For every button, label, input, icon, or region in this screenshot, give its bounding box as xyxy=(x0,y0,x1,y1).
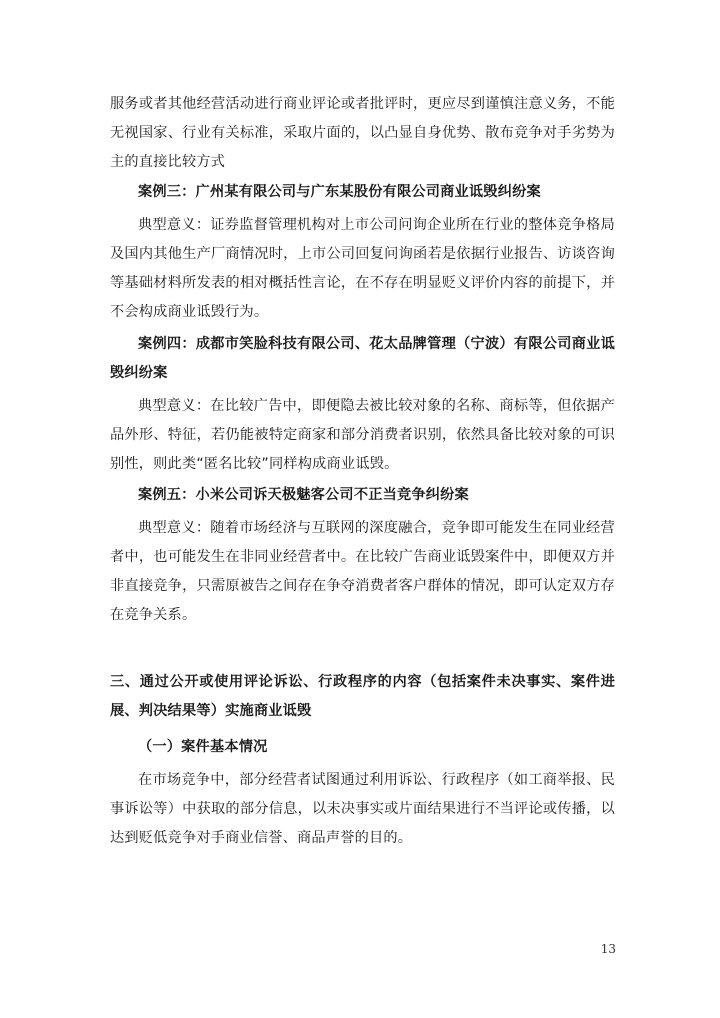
page-number: 13 xyxy=(600,942,616,956)
case-three-significance: 典型意义：证券监督管理机构对上市公司问询企业所在行业的整体竞争格局及国内其他生产厂商情况时，上市公司回复问询函若是依据行业报告、访谈咨询等基础材料所发表的相对概括性言论，在不存在明显贬义评价内容的前提下，并不会构成商业诋毁行为。 xyxy=(110,217,615,320)
case-three-title: 案例三：广州某有限公司与广东某股份有限公司商业诋毁纠纷案 xyxy=(138,184,541,200)
case-five-title: 案例五：小米公司诉天极魅客公司不正当竞争纠纷案 xyxy=(138,487,469,503)
case-five-significance: 典型意义：随着市场经济与互联网的深度融合，竞争即可能发生在同业经营者中，也可能发生在非同业经营者中。在比较广告商业诋毁案件中，即便双方并非直接竞争，只需原被告之间存在争夺消费者客户群体的情况，即可认定双方存在竞争关系。 xyxy=(110,520,615,623)
body-paragraph-intro: 服务或者其他经营活动进行商业评论或者批评时，更应尽到谨慎注意义务，不能无视国家、行业有关标准，采取片面的，以凸显自身优势、散布竞争对手劣势为主的直接比较方式 xyxy=(110,96,615,170)
subsection-one-body: 在市场竞争中，部分经营者试图通过利用诉讼、行政程序（如工商举报、民事诉讼等）中获取的部分信息，以未决事实或片面结果进行不当评论或传播，以达到贬低竞争对手商业信誉、商品声誉的目的。 xyxy=(110,772,615,846)
case-four-significance: 典型意义：在比较广告中，即便隐去被比较对象的名称、商标等，但依据产品外形、特征，若仍能被特定商家和部分消费者识别，依然具备比较对象的可识别性，则此类“匿名比较”同样构成商业诋毁。 xyxy=(110,398,615,472)
case-four-title: 案例四：成都市笑脸科技有限公司、花太品牌管理（宁波）有限公司商业诋毁纠纷案 xyxy=(110,336,615,381)
section-three-heading: 三、通过公开或使用评论诉讼、行政程序的内容（包括案件未决事实、案件进展、判决结果等）实施商业诋毁 xyxy=(110,674,615,719)
subsection-one-heading: （一）案件基本情况 xyxy=(138,739,268,755)
